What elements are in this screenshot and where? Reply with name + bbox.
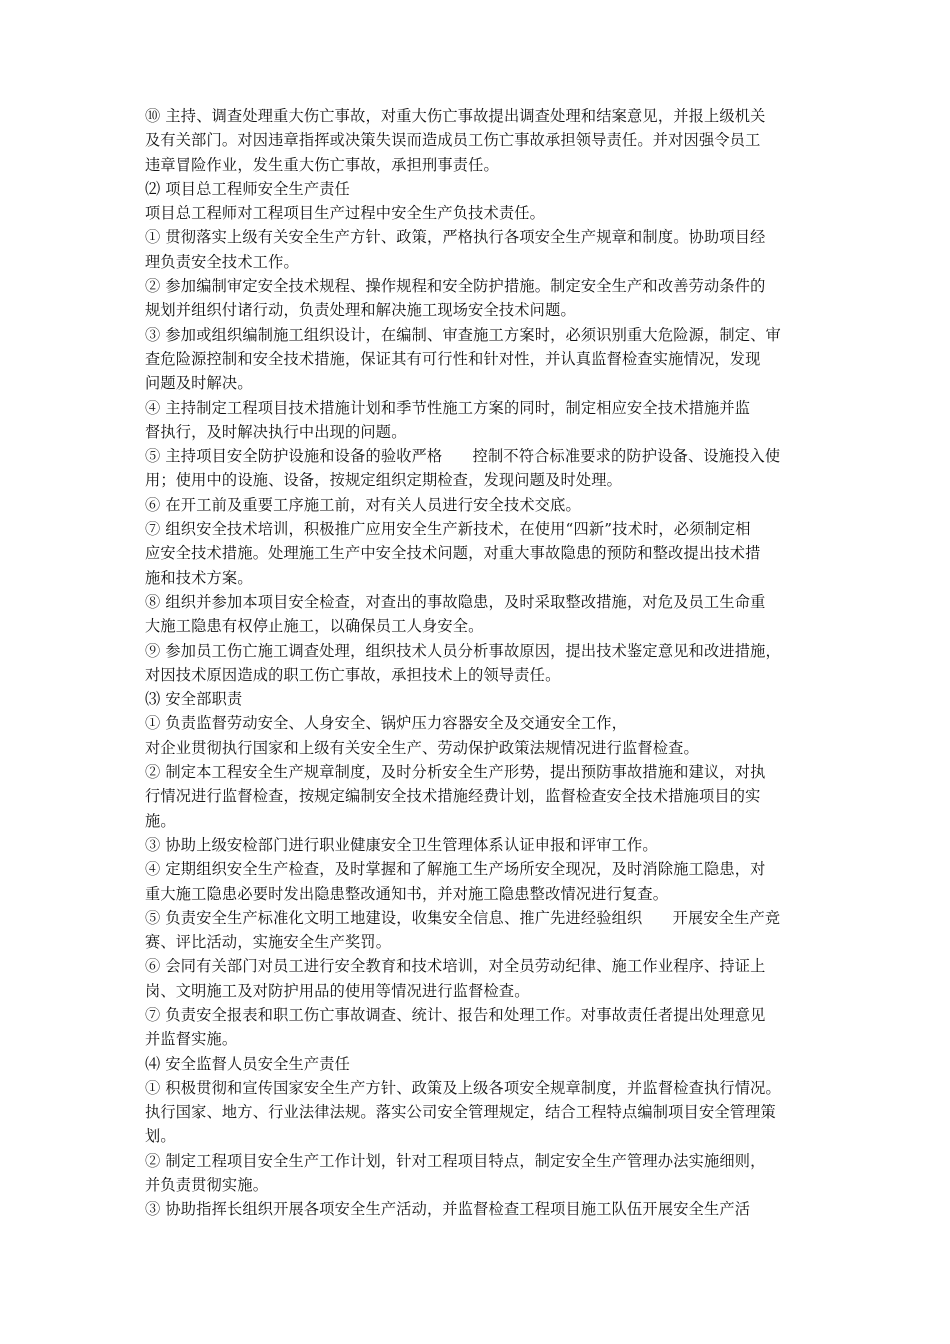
text-line: ③ 参加或组织编制施工组织设计，在编制、审查施工方案时，必须识别重大危险源，制定、审 <box>145 325 781 344</box>
text-line: 督执行，及时解决执行中出现的问题。 <box>145 422 407 441</box>
text-line: 问题及时解决。 <box>145 374 253 393</box>
text-line: 施。 <box>145 811 176 830</box>
text-line: 赛、评比活动，实施安全生产奖罚。 <box>145 933 392 952</box>
text-line: ① 积极贯彻和宣传国家安全生产方针、政策及上级各项安全规章制度，并监督检查执行情况。 <box>145 1078 781 1097</box>
text-line: ③ 协助指挥长组织开展各项安全生产活动，并监督检查工程项目施工队伍开展安全生产活 <box>145 1200 751 1219</box>
text-line: ② 参加编制审定安全技术规程、操作规程和安全防护措施。制定安全生产和改善劳动条件的 <box>145 277 766 296</box>
section-heading: ⑶ 安全部职责 <box>145 690 243 709</box>
text-line: 及有关部门。对因违章指挥或决策失误而造成员工伤亡事故承担领导责任。并对因强令员工 <box>145 131 761 150</box>
text-line: ③ 协助上级安检部门进行职业健康安全卫生管理体系认证申报和评审工作。 <box>145 835 658 854</box>
text-line: 划。 <box>145 1127 176 1146</box>
text-line: 违章冒险作业，发生重大伤亡事故，承担刑事责任。 <box>145 155 499 174</box>
document-page <box>145 104 813 1222</box>
text-line: 应安全技术措施。处理施工生产中安全技术问题，对重大事故隐患的预防和整改提出技术措 <box>145 544 761 563</box>
text-line: ⑦ 组织安全技术培训，积极推广应用安全生产新技术，在使用“四新”技术时，必须制定相 <box>145 520 751 539</box>
text-line: 重大施工隐患必要时发出隐患整改通知书，并对施工隐患整改情况进行复查。 <box>145 884 669 903</box>
text-line: ② 制定本工程安全生产规章制度，及时分析安全生产形势，提出预防事故措施和建议，对执 <box>145 763 766 782</box>
text-line: ① 负责监督劳动安全、人身安全、锅炉压力容器安全及交通安全工作， <box>145 714 628 733</box>
text-line: 理负责安全技术工作。 <box>145 252 299 271</box>
section-heading: ⑵ 项目总工程师安全生产责任 <box>145 179 351 198</box>
text-line: ⑨ 参加员工伤亡施工调查处理，组织技术人员分析事故原因，提出技术鉴定意见和改进措施， <box>145 641 781 660</box>
text-line: ⑥ 会同有关部门对员工进行安全教育和技术培训，对全员劳动纪律、施工作业程序、持证上 <box>145 957 766 976</box>
text-line: 并负责贯彻实施。 <box>145 1176 269 1195</box>
section-heading: ⑷ 安全监督人员安全生产责任 <box>145 1054 351 1073</box>
text-line: 岗、文明施工及对防护用品的使用等情况进行监督检查。 <box>145 981 530 1000</box>
text-line: 对因技术原因造成的职工伤亡事故，承担技术上的领导责任。 <box>145 665 561 684</box>
text-line: 查危险源控制和安全技术措施，保证其有可行性和针对性，并认真监督检查实施情况，发现 <box>145 349 761 368</box>
text-line: ⑤ 负责安全生产标准化文明工地建设，收集安全信息、推广先进经验组织 开展安全生产竞 <box>145 908 781 927</box>
text-line: 施和技术方案。 <box>145 568 253 587</box>
text-line: ⑥ 在开工前及重要工序施工前，对有关人员进行安全技术交底。 <box>145 495 581 514</box>
text-line: ⑤ 主持项目安全防护设施和设备的验收严格 控制不符合标准要求的防护设备、设施投入使 <box>145 447 781 466</box>
text-line: 并监督实施。 <box>145 1030 238 1049</box>
text-line: ⑩ 主持、调查处理重大伤亡事故，对重大伤亡事故提出调查处理和结案意见，并报上级机关 <box>145 107 766 125</box>
text-line: ⑧ 组织并参加本项目安全检查，对查出的事故隐患，及时采取整改措施，对危及员工生命重 <box>145 592 766 611</box>
text-line: ④ 定期组织安全生产检查，及时掌握和了解施工生产场所安全现况，及时消除施工隐患，对 <box>145 860 766 879</box>
text-line: 用；使用中的设施、设备，按规定组织定期检查，发现问题及时处理。 <box>145 471 623 490</box>
text-line: ① 贯彻落实上级有关安全生产方针、政策，严格执行各项安全生产规章和制度。协助项目经 <box>145 228 766 247</box>
text-line: 规划并组织付诸行动，负责处理和解决施工现场安全技术问题。 <box>145 301 576 320</box>
text-line: 行情况进行监督检查，按规定编制安全技术措施经费计划，监督检查安全技术措施项目的实 <box>145 787 761 806</box>
text-line: 对企业贯彻执行国家和上级有关安全生产、劳动保护政策法规情况进行监督检查。 <box>145 738 699 757</box>
text-line: 执行国家、地方、行业法律法规。落实公司安全管理规定，结合工程特点编制项目安全管理策 <box>145 1103 776 1122</box>
text-line: ② 制定工程项目安全生产工作计划，针对工程项目特点，制定安全生产管理办法实施细则， <box>145 1151 766 1170</box>
text-line: ⑦ 负责安全报表和职工伤亡事故调查、统计、报告和处理工作。对事故责任者提出处理意见 <box>145 1005 766 1024</box>
text-line: 项目总工程师对工程项目生产过程中安全生产负技术责任。 <box>145 204 546 223</box>
text-line: 大施工隐患有权停止施工，以确保员工人身安全。 <box>145 617 484 636</box>
text-line: ④ 主持制定工程项目技术措施计划和季节性施工方案的同时，制定相应安全技术措施并监 <box>145 398 751 417</box>
